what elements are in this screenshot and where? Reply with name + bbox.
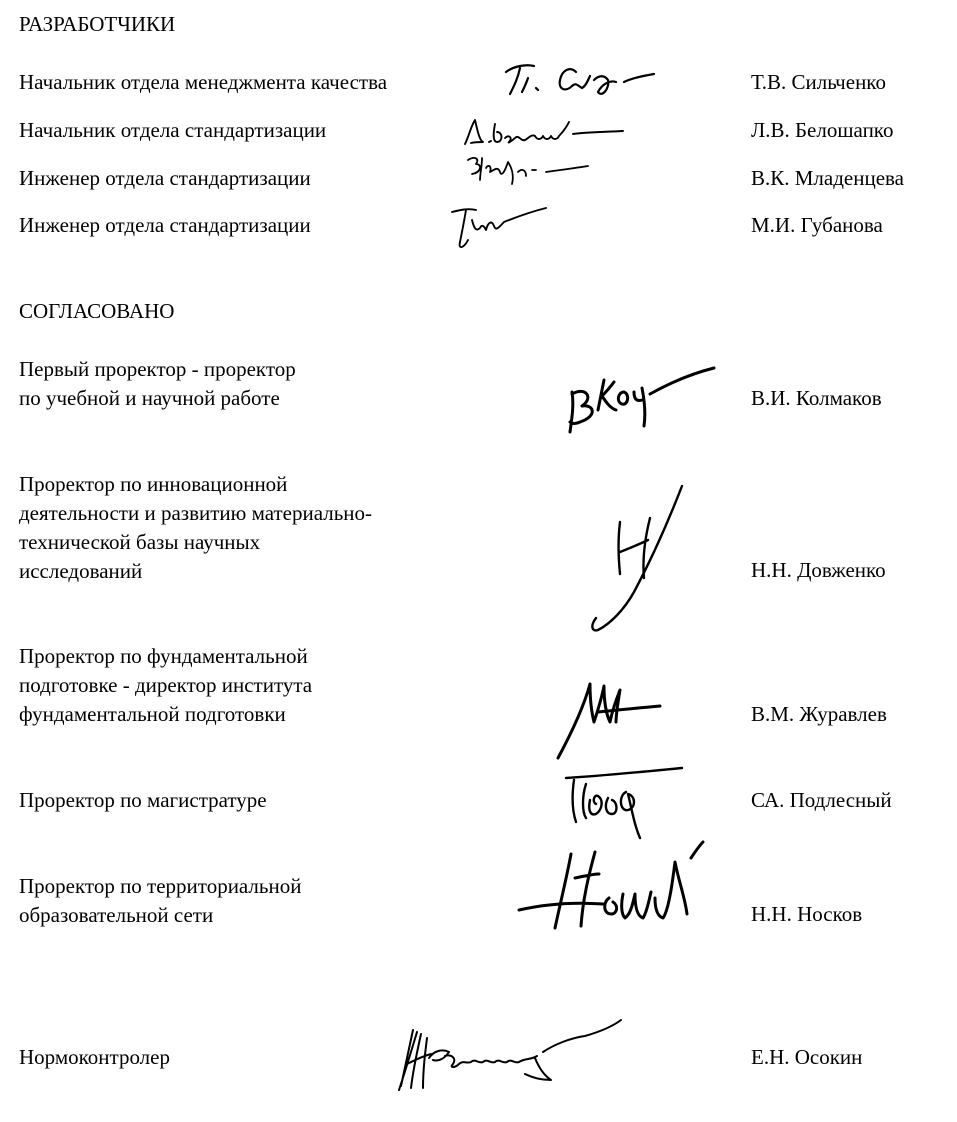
developer-name: Т.В. Сильченко [751,70,886,94]
signature-image [448,198,553,256]
approver-position [19,872,301,930]
approved-heading: СОГЛАСОВАНО [19,299,175,323]
approver-name: Н.Н. Носков [751,902,863,926]
approver-name: В.М. Журавлев [751,702,887,726]
approver-position [19,355,296,413]
norm-control-name: Е.Н. Осокин [751,1045,863,1069]
position-line: Первый проректор - проректор [19,357,296,381]
approver-position [19,642,312,729]
approver-name: СА. Подлесный [751,788,892,812]
signature-image [385,1008,635,1096]
position-line: Проректор по фундаментальной [19,644,308,668]
position-line: исследований [19,559,143,583]
developer-position: Инженер отдела стандартизации [19,166,311,190]
position-line: деятельности и развитию материально- [19,501,373,525]
developer-position: Инженер отдела стандартизации [19,213,311,237]
position-line: фундаментальной подготовки [19,702,286,726]
position-line: Проректор по магистратуре [19,788,267,812]
position-line: Проректор по территориальной [19,874,302,898]
position-line: образовательной сети [19,903,214,927]
position-line: технической базы научных [19,530,261,554]
approver-position [19,470,372,586]
developer-name: Л.В. Белошапко [751,118,894,142]
signature-image [560,762,690,847]
signature-image [455,112,630,152]
developer-position: Начальник отдела менеджмента качества [19,70,388,94]
position-line: Проректор по инновационной [19,472,288,496]
position-line: по учебной и научной работе [19,386,280,410]
approver-position [19,786,267,815]
developer-position: Начальник отдела стандартизации [19,118,327,142]
signature-image [558,362,723,437]
signature-image [550,676,670,766]
approver-name: Н.Н. Довженко [751,558,886,582]
signature-image [515,838,715,938]
norm-control-position: Нормоконтролер [19,1045,170,1069]
developer-name: М.И. Губанова [751,213,883,237]
approver-name: В.И. Колмаков [751,386,882,410]
developers-heading: РАЗРАБОТЧИКИ [19,12,176,36]
signature-image [460,150,595,190]
position-line: подготовке - директор института [19,673,313,697]
signature-image [492,52,667,102]
signature-image [572,482,692,637]
developer-name: В.К. Младенцева [751,166,904,190]
